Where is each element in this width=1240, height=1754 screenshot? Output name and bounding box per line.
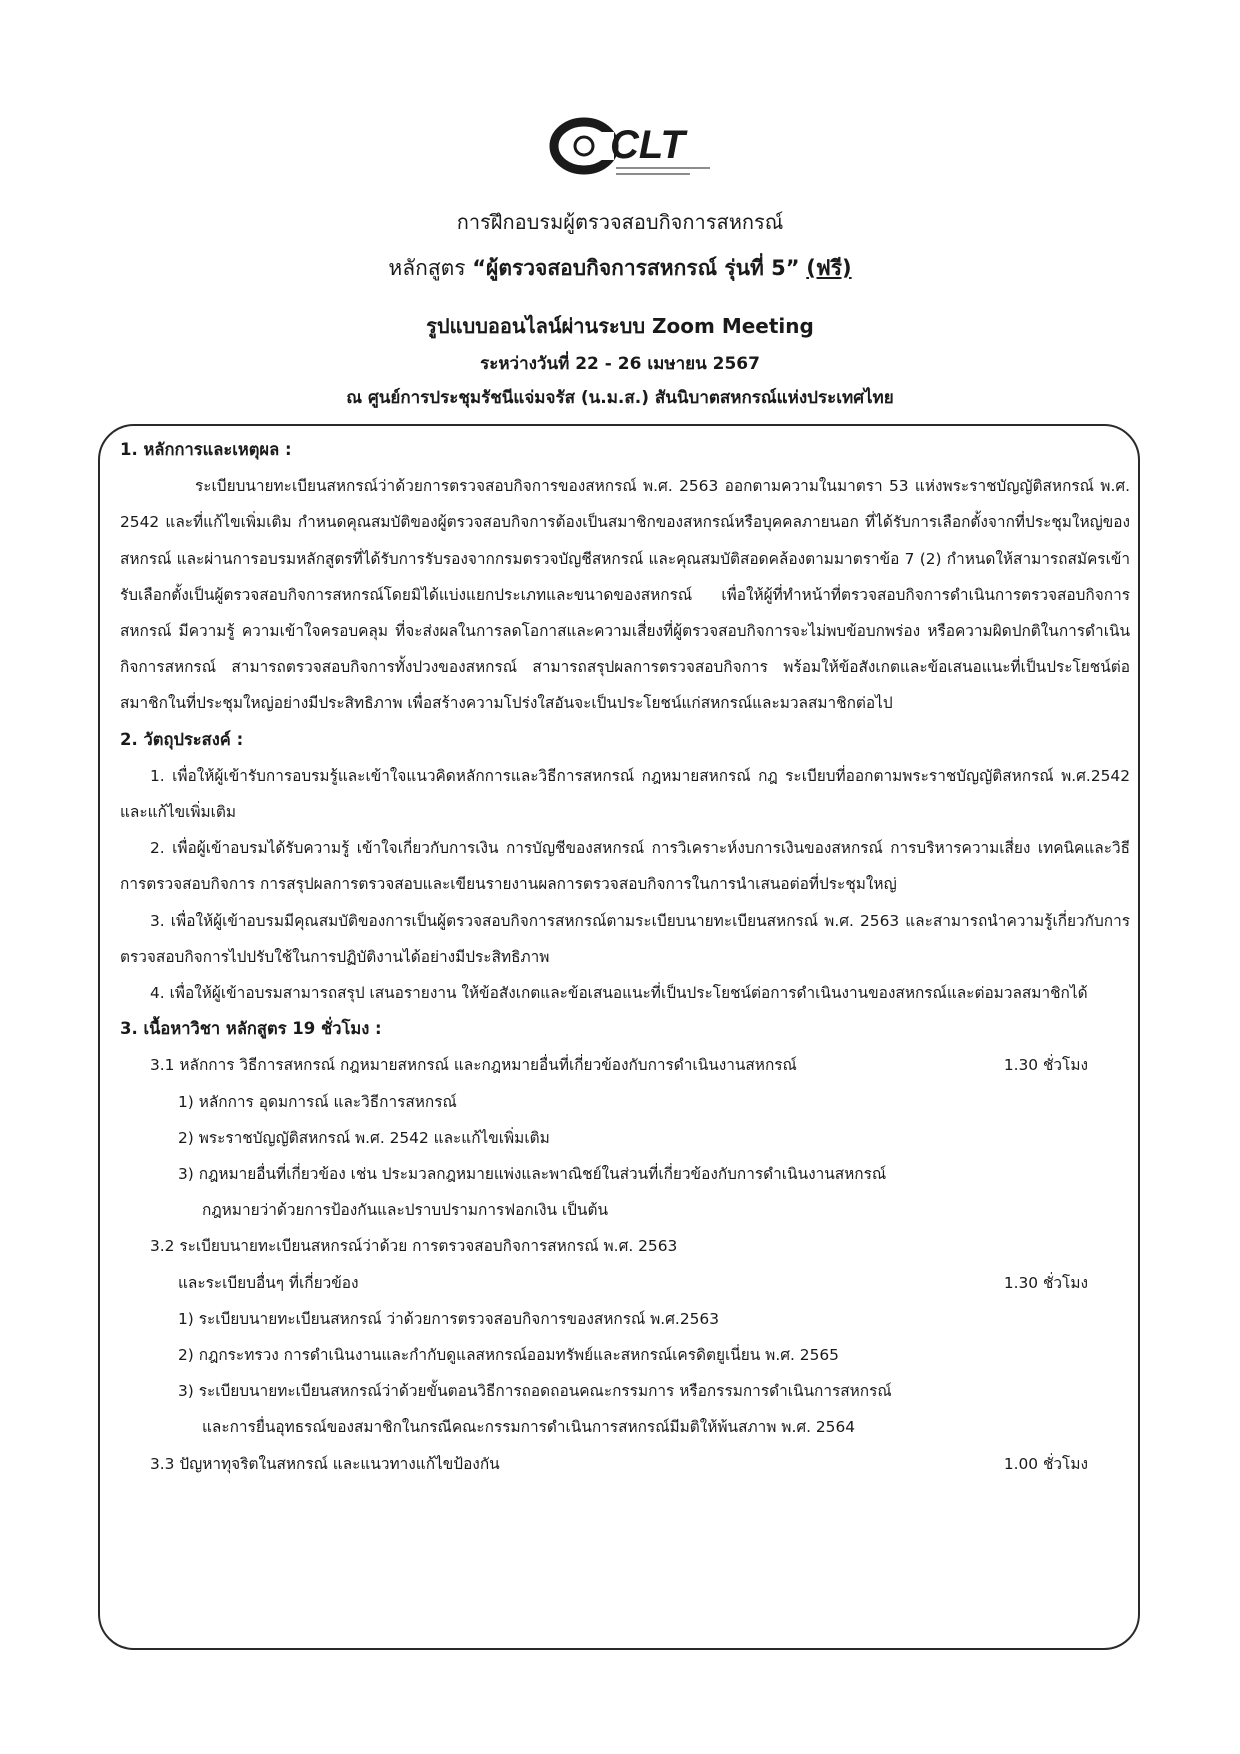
course-dates: ระหว่างวันที่ 22 - 26 เมษายน 2567 [480,354,760,374]
logo-text: CLT [610,123,685,167]
topic-3-1-title: 3.1 หลักการ วิธีการสหกรณ์ กฎหมายสหกรณ์ และกฎหมายอื่นที่เกี่ยวข้องกับการดำเนินงานสหกรณ์ [150,1056,797,1075]
topic-3-1-item: 2) พระราชบัญญัติสหกรณ์ พ.ศ. 2542 และแก้ไขเพิ่มเติม [178,1128,550,1147]
section-2-heading: 2. วัตถุประสงค์ : [120,729,244,749]
topic-3-2-item: 3) ระเบียบนายทะเบียนสหกรณ์ว่าด้วยขั้นตอนวิธีการถอดถอนคณะกรรมการ หรือกรรมการดำเนินการสหกรณ์ [178,1382,892,1401]
topic-3-2-title-cont: และระเบียบอื่นๆ ที่เกี่ยวข้อง [178,1273,359,1292]
free-badge: (ฟรี) [806,256,852,280]
topic-3-2-hours: 1.30 ชั่วโมง [1003,1273,1088,1292]
course-title-name: “ผู้ตรวจสอบกิจการสหกรณ์ รุ่นที่ 5” [472,256,800,280]
topic-3-3-hours: 1.00 ชั่วโมง [1003,1454,1088,1473]
topic-3-1-hours: 1.30 ชั่วโมง [1003,1056,1088,1075]
clt-logo [540,112,720,184]
topic-3-2-row [120,1265,1130,1301]
course-title-prefix: หลักสูตร [388,256,473,280]
topic-3-1 [120,1047,1130,1083]
course-title [120,254,1120,282]
course-format: รูปแบบออนไลน์ผ่านระบบ Zoom Meeting [426,314,814,338]
topic-3-2-item: 2) กฎกระทรวง การดำเนินงานและกำกับดูแลสหกรณ์ออมทรัพย์และสหกรณ์เครดิตยูเนี่ยน พ.ศ. 2565 [178,1346,839,1365]
objective-item: 2. เพื่อผู้เข้าอบรมได้รับความรู้ เข้าใจเกี่ยวกับการเงิน การบัญชีของสหกรณ์ การวิเคราะห์งบการเงินของสหกรณ์ การบริหารความเสี่ยง เทคนิคและวิธีการตรวจสอบกิจการ การสรุปผลการตรวจสอบและเขียนรายงานผลการตรวจสอบกิจการในการนำเสนอต่อที่ประชุมใหญ่ [120,839,1130,894]
objective-item: 1. เพื่อให้ผู้เข้ารับการอบรมรู้และเข้าใจแนวคิดหลักการและวิธีการสหกรณ์ กฎหมายสหกรณ์ กฎ ระเบียบที่ออกตามพระราชบัญญัติสหกรณ์ พ.ศ.2542 และแก้ไขเพิ่มเติม [120,766,1130,822]
topic-3-3-title: 3.3 ปัญหาทุจริตในสหกรณ์ และแนวทางแก้ไขป้องกัน [150,1454,500,1473]
objective-item: 3. เพื่อให้ผู้เข้าอบรมมีคุณสมบัติของการเป็นผู้ตรวจสอบกิจการสหกรณ์ตามระเบียบนายทะเบียนสหกรณ์ พ.ศ. 2563 และสามารถนำความรู้เกี่ยวกับการตรวจสอบกิจการไปปรับใช้ในการปฏิบัติงานได้อย่างมีประสิทธิภาพ [120,911,1130,966]
topic-3-2-item: 1) ระเบียบนายทะเบียนสหกรณ์ ว่าด้วยการตรวจสอบกิจการของสหกรณ์ พ.ศ.2563 [178,1309,719,1328]
topic-3-1-item-cont: กฎหมายว่าด้วยการป้องกันและปราบปรามการฟอกเงิน เป็นต้น [202,1201,608,1220]
topic-3-1-item: 1) หลักการ อุดมการณ์ และวิธีการสหกรณ์ [178,1092,457,1111]
topic-3-3 [120,1446,1130,1482]
objective-item: 4. เพื่อให้ผู้เข้าอบรมสามารถสรุป เสนอรายงาน ให้ข้อสังเกตและข้อเสนอแนะที่เป็นประโยชน์ต่อการดำเนินงานของสหกรณ์และต่อมวลสมาชิกได้ [150,984,1088,1003]
topic-3-2-title: 3.2 ระเบียบนายทะเบียนสหกรณ์ว่าด้วย การตรวจสอบกิจการสหกรณ์ พ.ศ. 2563 [150,1237,678,1256]
course-header: การฝึกอบรมผู้ตรวจสอบกิจการสหกรณ์ [456,210,784,234]
section-3-heading: 3. เนื้อหาวิชา หลักสูตร 19 ชั่วโมง : [120,1019,382,1039]
section-1-body: ระเบียบนายทะเบียนสหกรณ์ว่าด้วยการตรวจสอบกิจการของสหกรณ์ พ.ศ. 2563 ออกตามความในมาตรา 53 แห่งพระราชบัญญัติสหกรณ์ พ.ศ. 2542 และที่แก้ไขเพิ่มเติม กำหนดคุณสมบัติของผู้ตรวจสอบกิจการต้องเป็นสมาชิกของสหกรณ์หรือบุคคลภายนอก ที่ได้รับการเลือกตั้งจากที่ประชุมใหญ่ของสหกรณ์ และผ่านการอบรมหลักสูตรที่ได้รับการรับรองจากกรมตรวจบัญชีสหกรณ์ และคุณสมบัติสอดคล้องตามมาตราข้อ 7 (2) กำหนดให้สามารถสมัครเข้ารับเลือกตั้งเป็นผู้ตรวจสอบกิจการสหกรณ์โดยมิได้แบ่งแยกประเภทและขนาดของสหกรณ์ เพื่อให้ผู้ที่ทำหน้าที่ตรวจสอบกิจการดำเนินการตรวจสอบกิจการสหกรณ์ มีความรู้ ความเข้าใจครอบคลุม ที่จะส่งผลในการลดโอกาสและความเสี่ยงที่ผู้ตรวจสอบกิจการจะไม่พบข้อบกพร่อง หรือความผิดปกติในการดำเนินกิจการสหกรณ์ สามารถตรวจสอบกิจการทั้งปวงของสหกรณ์ สามารถสรุปผลการตรวจสอบกิจการ พร้อมให้ข้อสังเกตและข้อเสนอแนะที่เป็นประโยชน์ต่อสมาชิกในที่ประชุมใหญ่อย่างมีประสิทธิภาพ เพื่อสร้างความโปร่งใสอันจะเป็นประโยชน์แก่สหกรณ์และมวลสมาชิกต่อไป [120,477,1130,713]
section-1-heading: 1. หลักการและเหตุผล : [120,440,292,459]
topic-3-1-item: 3) กฎหมายอื่นที่เกี่ยวข้อง เช่น ประมวลกฎหมายแพ่งและพาณิชย์ในส่วนที่เกี่ยวข้องกับการดำเนินงานสหกรณ์ [178,1165,887,1184]
content-body [120,432,1130,1482]
topic-3-2-item-cont: และการยื่นอุทธรณ์ของสมาชิกในกรณีคณะกรรมการดำเนินการสหกรณ์มีมติให้พ้นสภาพ พ.ศ. 2564 [202,1418,856,1437]
course-venue: ณ ศูนย์การประชุมรัชนีแจ่มจรัส (น.ม.ส.) สันนิบาตสหกรณ์แห่งประเทศไทย [346,388,894,408]
